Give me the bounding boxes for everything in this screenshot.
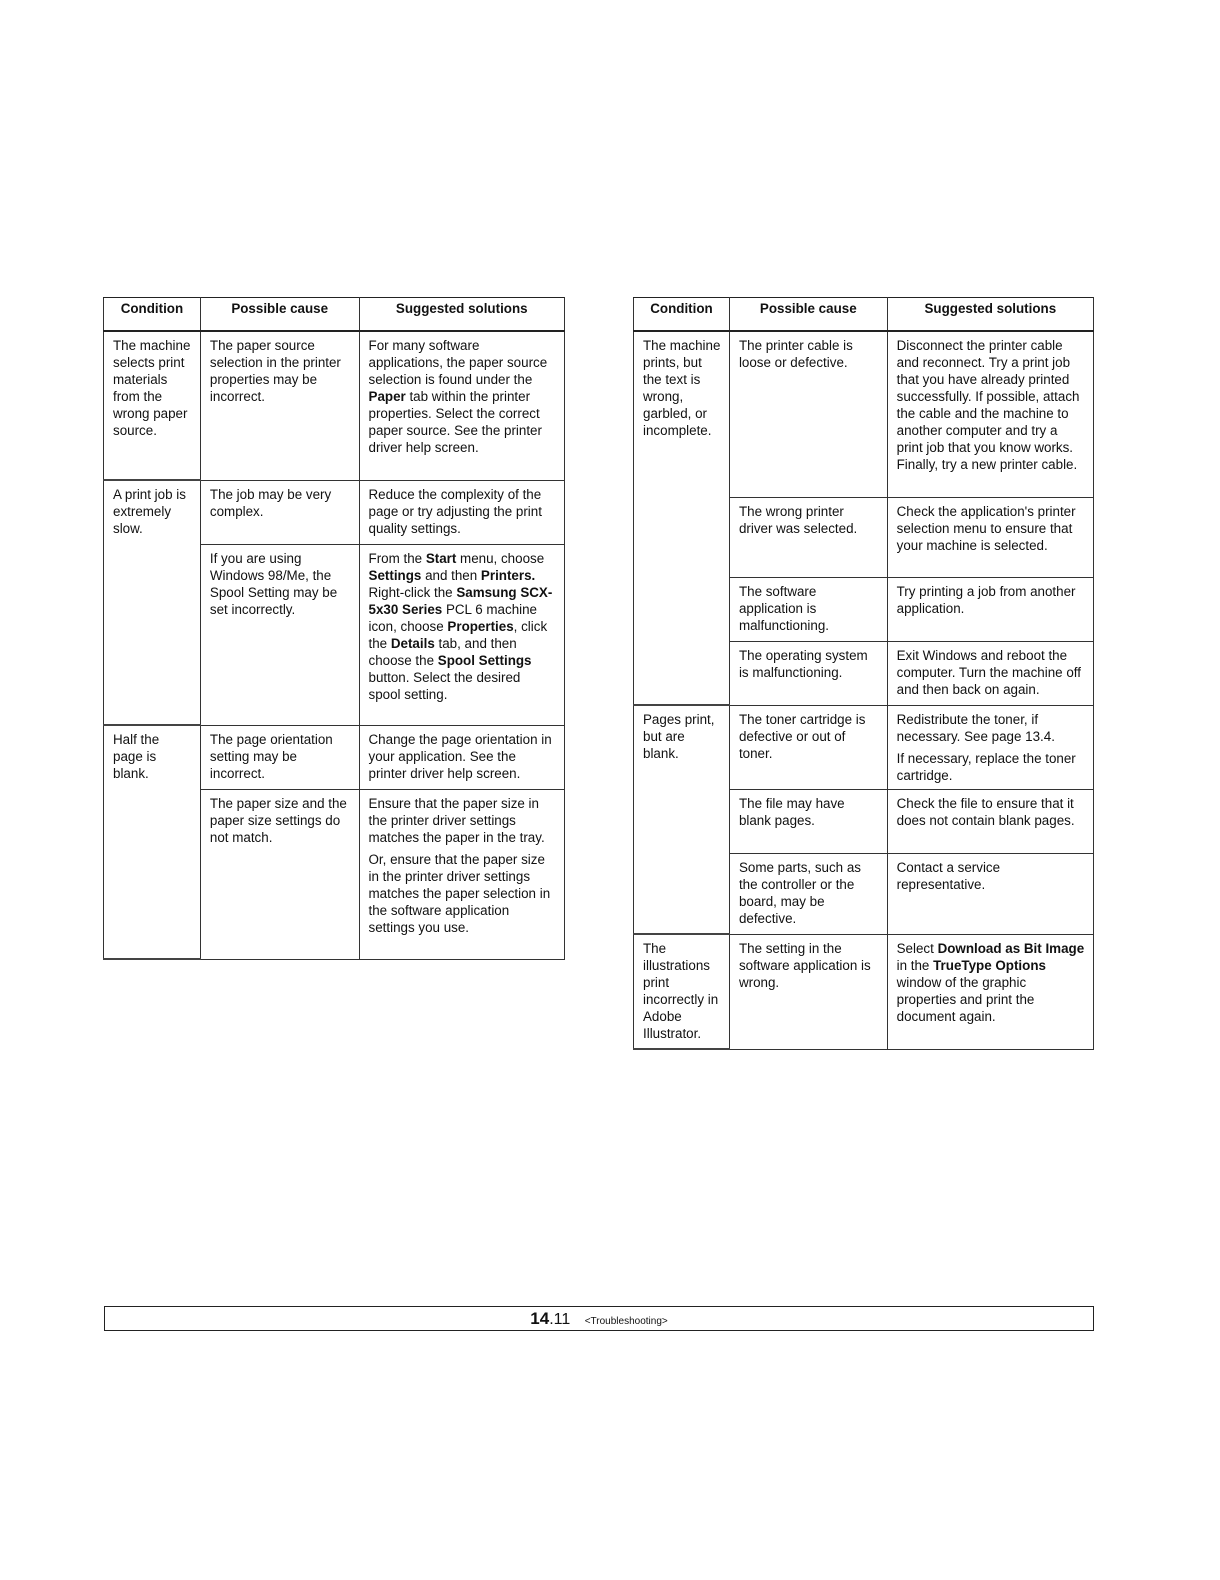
solution-cell: Try printing a job from another application. [887, 577, 1093, 641]
cause-cell: The software application is malfunctioning. [729, 577, 887, 641]
condition-cell: Pages print, but are blank. [634, 705, 730, 934]
cause-cell: The operating system is malfunctioning. [729, 641, 887, 705]
cause-cell: The paper source selection in the printer properties may be incorrect. [200, 331, 359, 480]
table-header-row [634, 298, 1094, 332]
solution-cell: Reduce the complexity of the page or try adjusting the print quality settings. [359, 480, 564, 544]
troubleshooting-table-right [633, 297, 1094, 1050]
cause-cell: The toner cartridge is defective or out of toner. [729, 705, 887, 789]
solution-cell: Select Download as Bit Image in the TrueType Options window of the graphic properties and print the document again. [887, 934, 1093, 1049]
solution-cell: Exit Windows and reboot the computer. Turn the machine off and then back on again. [887, 641, 1093, 705]
header-condition: Condition [104, 298, 201, 332]
cause-cell: The setting in the software application is wrong. [729, 934, 887, 1049]
solution-cell: Check the application's printer selection menu to ensure that your machine is selected. [887, 497, 1093, 577]
solution-cell: Redistribute the toner, if necessary. See page 13.4. If necessary, replace the toner cartridge. [887, 705, 1093, 789]
solution-cell: Change the page orientation in your application. See the printer driver help screen. [359, 725, 564, 789]
header-possible-cause: Possible cause [200, 298, 359, 332]
cause-cell: Some parts, such as the controller or the board, may be defective. [729, 853, 887, 934]
condition-cell: The machine selects print materials from the wrong paper source. [104, 331, 201, 480]
header-possible-cause: Possible cause [729, 298, 887, 332]
section-label: <Troubleshooting> [584, 1316, 668, 1327]
cause-cell: The printer cable is loose or defective. [729, 331, 887, 497]
condition-cell: The illustrations print incorrectly in Adobe Illustrator. [634, 934, 730, 1049]
table-row [104, 725, 565, 789]
troubleshooting-table-left [103, 297, 565, 960]
table-header-row [104, 298, 565, 332]
cause-cell: The page orientation setting may be incorrect. [200, 725, 359, 789]
condition-cell: Half the page is blank. [104, 725, 201, 959]
cause-cell: The job may be very complex. [200, 480, 359, 544]
cause-cell: The paper size and the paper size settings do not match. [200, 789, 359, 959]
table-row [634, 331, 1094, 497]
solution-cell: Ensure that the paper size in the printer driver settings matches the paper in the tray. Or, ensure that the paper size in the printer driver settings matches the paper selection in the software application settings you use. [359, 789, 564, 959]
table-row [104, 331, 565, 480]
solution-cell: Disconnect the printer cable and reconnect. Try a print job that you have already printed successfully. If possible, attach the cable and the machine to another computer and try a print job that you know works. Finally, try a new printer cable. [887, 331, 1093, 497]
header-suggested-solutions: Suggested solutions [359, 298, 564, 332]
table-row [104, 480, 565, 544]
solution-cell: From the Start menu, choose Settings and then Printers. Right-click the Samsung SCX-5x30 Series PCL 6 machine icon, choose Properties, click the Details tab, and then choose the Spool Settings button. Select the desired spool setting. [359, 544, 564, 725]
condition-cell: The machine prints, but the text is wrong, garbled, or incomplete. [634, 331, 730, 705]
header-condition: Condition [634, 298, 730, 332]
page-footer [104, 1306, 1094, 1331]
solution-cell: Contact a service representative. [887, 853, 1093, 934]
solution-cell: Check the file to ensure that it does not contain blank pages. [887, 789, 1093, 853]
cause-cell: If you are using Windows 98/Me, the Spool Setting may be set incorrectly. [200, 544, 359, 725]
table-row [634, 705, 1094, 789]
cause-cell: The wrong printer driver was selected. [729, 497, 887, 577]
cause-cell: The file may have blank pages. [729, 789, 887, 853]
header-suggested-solutions: Suggested solutions [887, 298, 1093, 332]
condition-cell: A print job is extremely slow. [104, 480, 201, 725]
page-number: 14.11 [530, 1309, 571, 1328]
table-row [634, 934, 1094, 1049]
solution-cell: For many software applications, the paper source selection is found under the Paper tab within the printer properties. Select the correct paper source. See the printer driver help screen. [359, 331, 564, 480]
